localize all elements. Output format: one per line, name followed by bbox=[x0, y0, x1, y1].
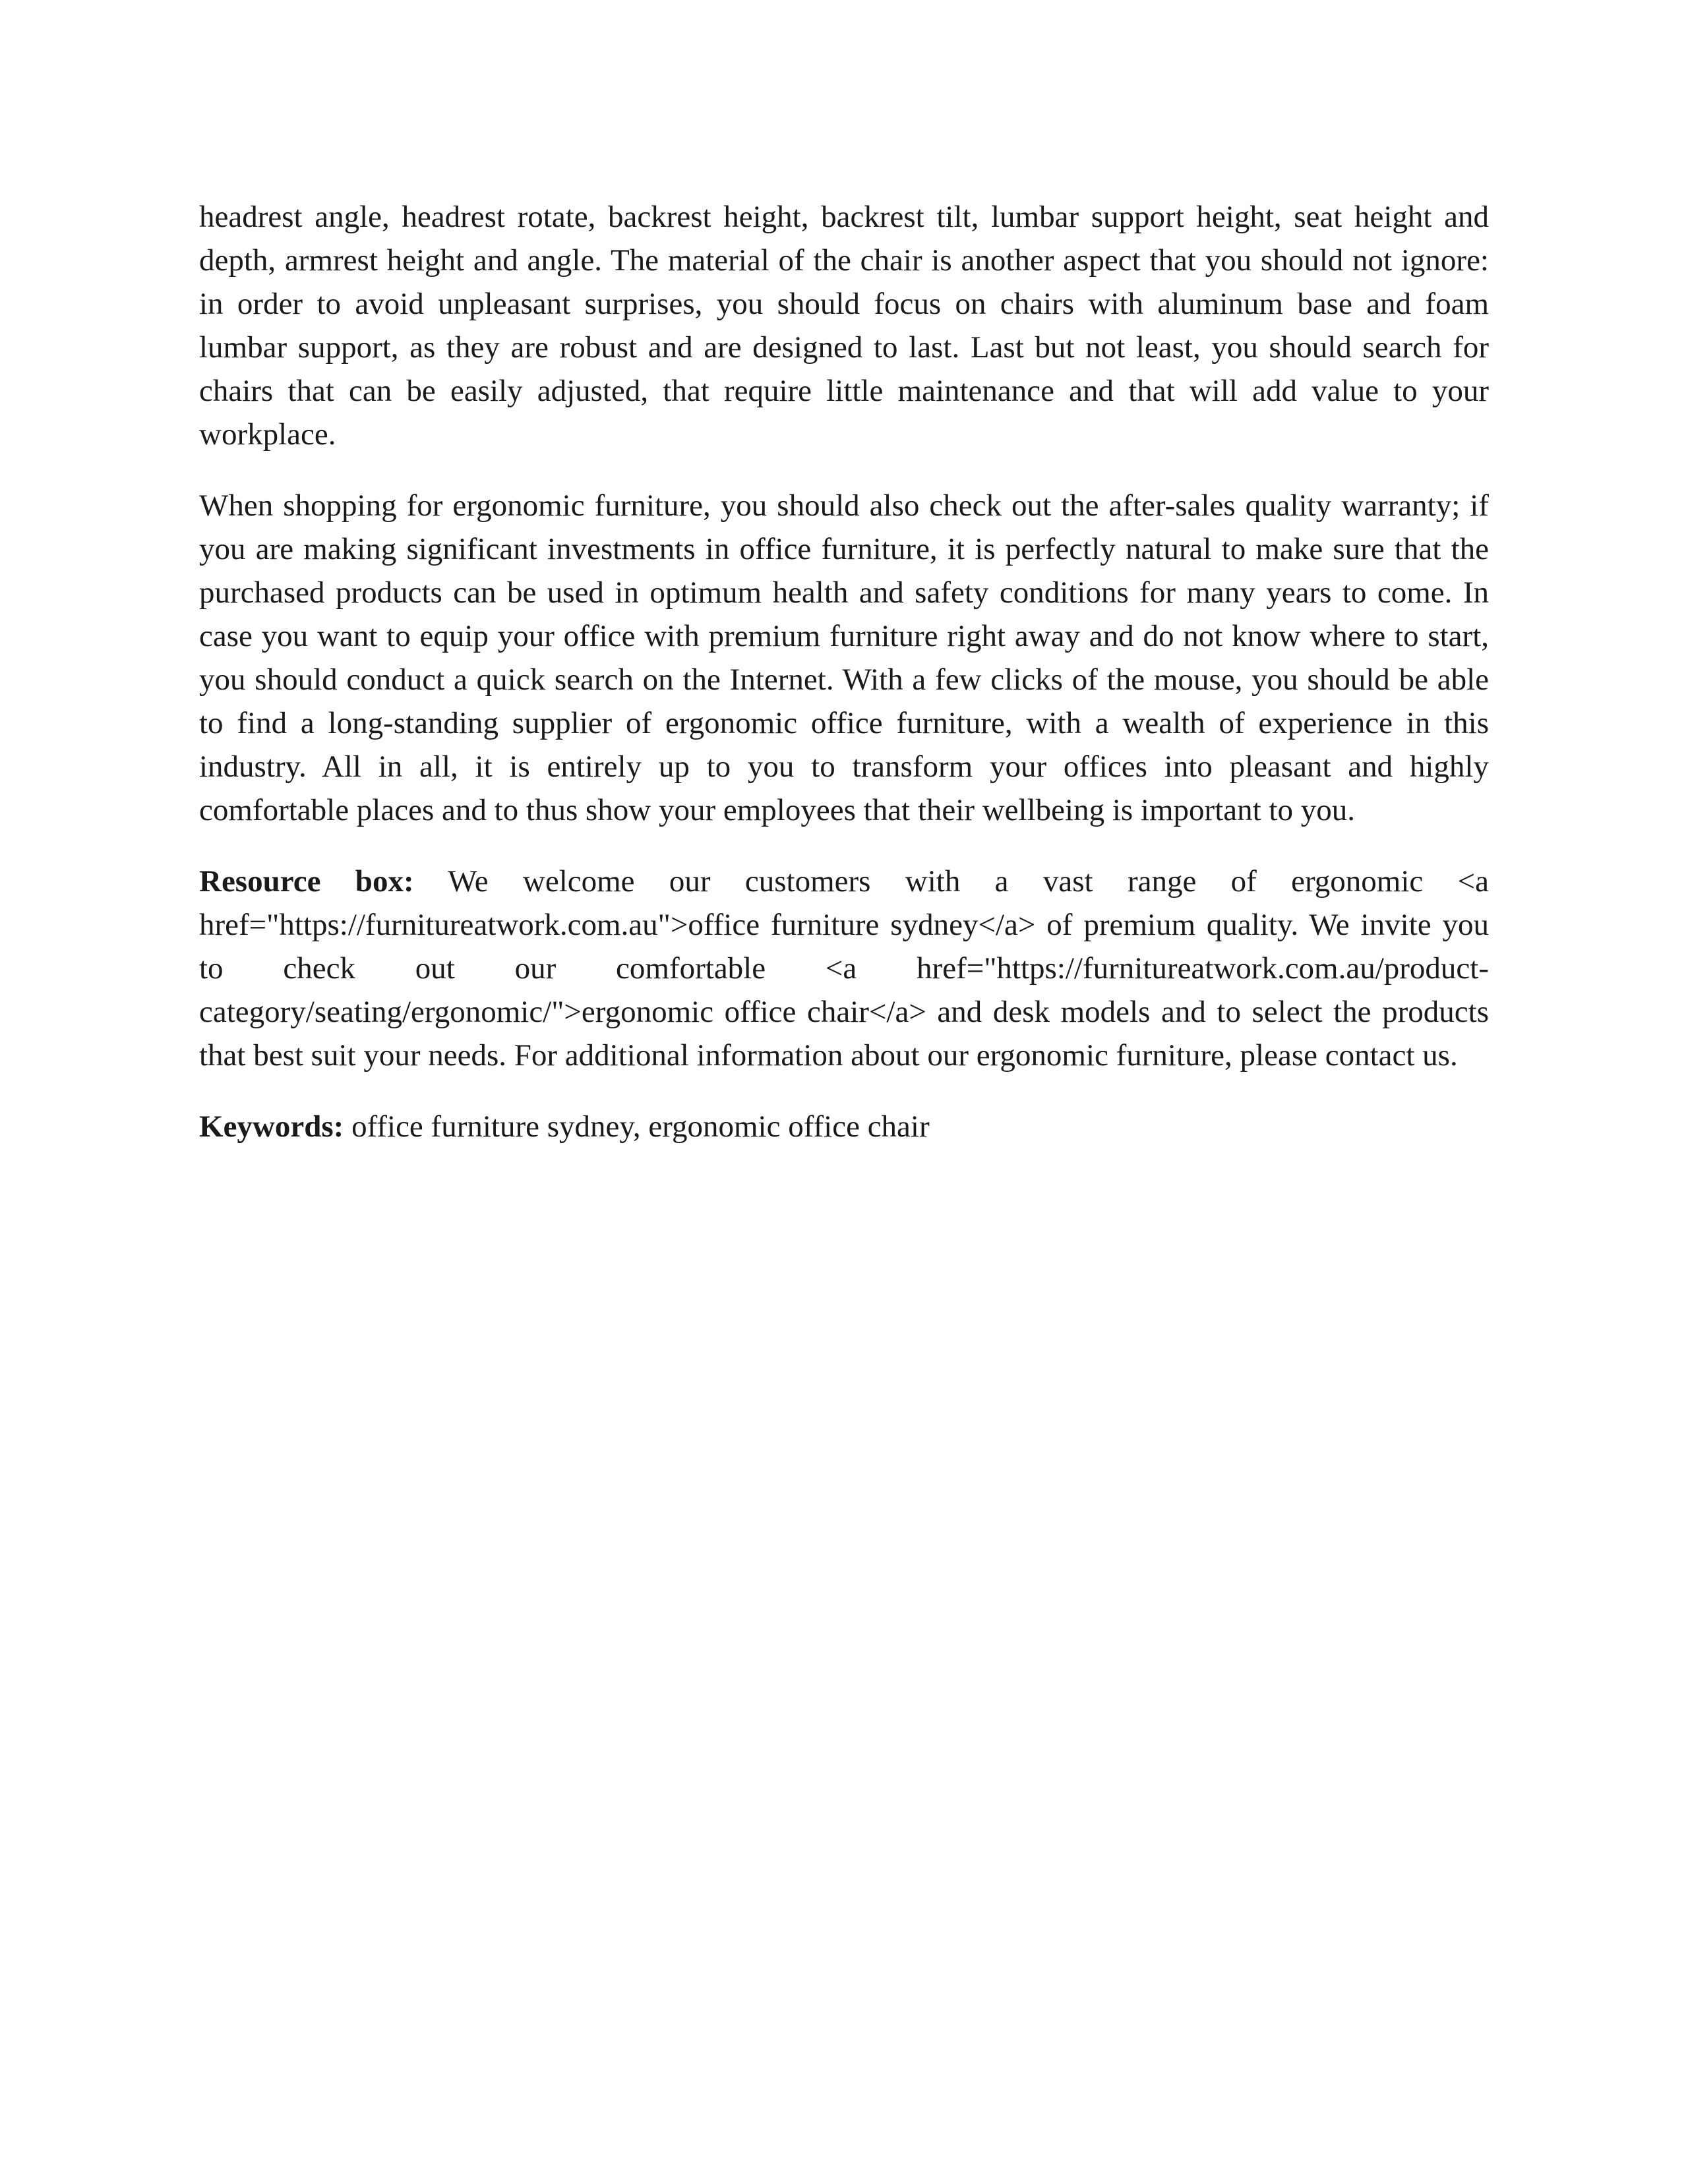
resource-box-label: Resource box: bbox=[199, 864, 414, 899]
resource-box-text: We welcome our customers with a vast range of ergonomic <a href="https://furnitureatwork.com.au">office furniture sydney</a> of premium quality. We invite you to check out our comfortable <a href="https://furnitureatwork.com.au/product-category/seating/ergonomic/">ergonomic office chair</a> and desk models and to select the products that best suit your needs. For additional information about our ergonomic furniture, please contact us. bbox=[199, 864, 1489, 1073]
paragraph-after-sales: When shopping for ergonomic furniture, you should also check out the after-sales quality warranty; if you are making significant investments in office furniture, it is perfectly natural to make sure that the purchased products can be used in optimum health and safety conditions for many years to come. In case you want to equip your office with premium furniture right away and do not know where to start, you should conduct a quick search on the Internet. With a few clicks of the mouse, you should be able to find a long-standing supplier of ergonomic office furniture, with a wealth of experience in this industry. All in all, it is entirely up to you to transform your offices into pleasant and highly comfortable places and to thus show your employees that their wellbeing is important to you. bbox=[199, 488, 1489, 827]
keywords-text: office furniture sydney, ergonomic office chair bbox=[344, 1109, 930, 1144]
resource-box bbox=[199, 860, 1489, 1077]
document-body bbox=[199, 195, 1489, 1176]
keywords bbox=[199, 1105, 1489, 1148]
keywords-label: Keywords: bbox=[199, 1109, 344, 1144]
paragraph-chair-features: headrest angle, headrest rotate, backrest height, backrest tilt, lumbar support height, seat height and depth, armrest height and angle. The material of the chair is another aspect that you should not ignore: in order to avoid unpleasant surprises, you should focus on chairs with aluminum base and foam lumbar support, as they are robust and are designed to last. Last but not least, you should search for chairs that can be easily adjusted, that require little maintenance and that will add value to your workplace. bbox=[199, 200, 1489, 452]
